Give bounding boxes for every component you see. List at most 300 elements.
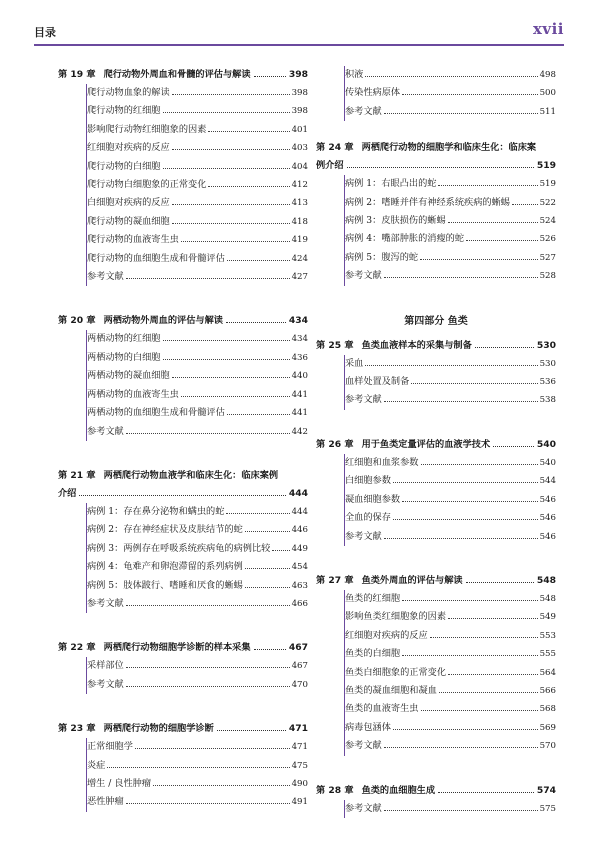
toc-entry-leader: [126, 667, 290, 668]
toc-entry-list: [86, 738, 308, 812]
toc-entry-leader: [107, 767, 289, 768]
toc-chapter-line: [316, 572, 556, 590]
toc-entry-page: 553: [539, 630, 556, 641]
toc-entry[interactable]: [87, 84, 308, 102]
toc-entry[interactable]: [345, 509, 556, 527]
toc-chapter-line: [58, 312, 308, 330]
toc-entry-leader: [245, 531, 290, 532]
header-rule: [34, 44, 564, 46]
toc-chapter-leader: [466, 582, 534, 583]
toc-entry-leader: [163, 340, 290, 341]
toc-entry[interactable]: [87, 540, 308, 558]
toc-entry-page: 524: [539, 216, 556, 227]
toc-entry-title: 参考文献: [345, 802, 382, 814]
toc-entry-leader: [163, 112, 290, 113]
toc-chapter-title: 两栖动物外周血的评估与解读: [103, 315, 223, 327]
toc-entry-title: 红细胞和血浆参数: [345, 456, 419, 468]
toc-entry-page: 418: [291, 216, 308, 227]
toc-entry[interactable]: [345, 627, 556, 645]
toc-entry-title: 两栖动物的凝血细胞: [87, 370, 170, 382]
toc-entry-title: 病例 2：存在神经症状及皮肤结节的蛇: [87, 524, 243, 536]
toc-entry-title: 增生 / 良性肿瘤: [87, 777, 152, 789]
toc-entry-page: 398: [291, 106, 308, 117]
toc-entry[interactable]: [345, 267, 556, 285]
toc-entry-page: 522: [539, 197, 556, 208]
toc-entry-title: 病毒包涵体: [345, 721, 391, 733]
toc-entry-leader: [172, 149, 290, 150]
toc-chapter-leader: [493, 446, 534, 447]
toc-entry-page: 540: [539, 457, 556, 468]
toc-entry-title: 参考文献: [87, 271, 124, 283]
toc-entry[interactable]: [87, 503, 308, 521]
toc-entry-leader: [402, 501, 537, 502]
toc-entry[interactable]: [87, 676, 308, 694]
toc-entry[interactable]: [345, 355, 556, 373]
toc-chapter-number: 第 22 章: [58, 642, 96, 654]
toc-entry-title: 参考文献: [87, 425, 124, 437]
toc-chapter-heading[interactable]: [58, 312, 308, 330]
toc-chapter-line: [316, 436, 556, 454]
toc-chapter-section: [58, 312, 308, 440]
toc-entry[interactable]: [87, 386, 308, 404]
toc-chapter-title-continued: 例介绍: [316, 160, 344, 172]
toc-chapter-page: 434: [288, 315, 308, 327]
toc-entry[interactable]: [87, 577, 308, 595]
toc-entry-page: 441: [291, 408, 308, 419]
toc-chapter-leader: [226, 322, 286, 323]
toc-chapter-line: [316, 157, 556, 175]
toc-chapter-section: [58, 66, 308, 286]
toc-chapter-title: 爬行动物外周血和骨髓的评估与解读: [103, 69, 251, 80]
toc-entry[interactable]: [345, 373, 556, 391]
toc-entry-leader: [384, 538, 538, 539]
toc-entry-page: 546: [539, 513, 556, 524]
toc-entry-list: [344, 800, 556, 818]
toc-entry-page: 527: [539, 252, 556, 263]
toc-entry-page: 440: [291, 371, 308, 382]
toc-entry-page: 401: [291, 124, 308, 135]
toc-entry[interactable]: [345, 491, 556, 509]
toc-entry-title: 病例 4：龟难产和卵泡滞留的系列病例: [87, 561, 243, 573]
toc-entry-leader: [430, 637, 538, 638]
toc-entry-page: 564: [539, 667, 556, 678]
toc-entry-page: 419: [291, 235, 308, 246]
toc-entry-title: 参考文献: [345, 530, 382, 542]
toc-entry-title: 病例 2：嗜睡并伴有神经系统疾病的蜥蜴: [345, 196, 510, 208]
toc-entry-page: 449: [291, 543, 308, 554]
toc-entry[interactable]: [345, 175, 556, 193]
toc-entry-leader: [448, 674, 538, 675]
toc-chapter-title: 鱼类外周血的评估与解读: [361, 574, 463, 586]
toc-entry[interactable]: [87, 595, 308, 613]
toc-entry-leader: [172, 94, 290, 95]
toc-entry-list: [344, 590, 556, 756]
toc-entry[interactable]: [87, 121, 308, 139]
toc-entry-page: 427: [291, 272, 308, 283]
toc-chapter-line: [58, 639, 308, 657]
toc-entry-page: 546: [539, 531, 556, 542]
toc-entry-title: 炎症: [87, 759, 106, 771]
toc-entry-page: 471: [291, 742, 308, 753]
toc-entry[interactable]: [87, 139, 308, 157]
toc-entry[interactable]: [87, 793, 308, 811]
toc-entry-list: [344, 66, 556, 121]
toc-entry-title: 积液: [345, 69, 364, 80]
toc-entry-title: 爬行动物的血细胞生成和骨髓评估: [87, 252, 225, 264]
toc-chapter-leader: [438, 792, 534, 793]
toc-entry-title: 两栖动物的血细胞生成和骨髓评估: [87, 407, 225, 419]
toc-chapter-page: 548: [536, 574, 556, 586]
toc-entry-leader: [448, 222, 538, 223]
toc-chapter-heading[interactable]: [316, 436, 556, 454]
toc-entry-leader: [438, 185, 537, 186]
toc-chapter-heading[interactable]: [316, 139, 556, 175]
toc-entry-leader: [402, 600, 537, 601]
toc-entry-title: 参考文献: [87, 597, 124, 609]
toc-chapter-page: 471: [288, 723, 308, 735]
toc-entry-page: 519: [539, 179, 556, 190]
toc-chapter-leader: [79, 495, 285, 496]
toc-entry-list: [86, 84, 308, 286]
toc-chapter-line: [58, 485, 308, 503]
toc-chapter-page: 444: [288, 487, 308, 499]
toc-chapter-title: 用于鱼类定量评估的血液学技术: [361, 438, 491, 450]
toc-entry-leader: [126, 278, 290, 279]
toc-entry[interactable]: [87, 176, 308, 194]
toc-entry-list: [344, 454, 556, 546]
toc-entry-title: 病例 1：右眼凸出的蛇: [345, 178, 437, 190]
toc-entry-page: 412: [291, 180, 308, 191]
toc-entry-title: 病例 5：腹泻的蛇: [345, 251, 419, 263]
toc-entry-leader: [153, 785, 290, 786]
toc-entry-title: 参考文献: [345, 270, 382, 282]
toc-chapter-title: 两栖爬行动物的细胞学和临床生化：临床案: [361, 142, 537, 154]
toc-entry-title: 两栖动物的白细胞: [87, 351, 161, 363]
toc-entry-page: 555: [539, 649, 556, 660]
toc-entry[interactable]: [345, 472, 556, 490]
toc-entry-title: 采血: [345, 357, 364, 369]
toc-entry-leader: [126, 686, 290, 687]
toc-entry[interactable]: [345, 590, 556, 608]
toc-entry[interactable]: [345, 700, 556, 718]
toc-chapter-heading[interactable]: [316, 572, 556, 590]
toc-entry[interactable]: [345, 84, 556, 102]
toc-entry[interactable]: [87, 657, 308, 675]
toc-entry[interactable]: [87, 250, 308, 268]
toc-entry-title: 恶性肿瘤: [87, 796, 124, 808]
toc-entry-page: 511: [539, 106, 556, 117]
toc-chapter-section: [58, 639, 308, 694]
toc-entry-title: 爬行动物的血液寄生虫: [87, 234, 179, 246]
toc-entry[interactable]: [87, 231, 308, 249]
toc-chapter-heading[interactable]: [58, 720, 308, 738]
toc-entry-title: 鱼类的凝血细胞和凝血: [345, 684, 437, 696]
toc-chapter-number: 第 20 章: [58, 315, 96, 327]
header-page-number: xvii: [532, 20, 564, 38]
toc-chapter-title-continued: 介绍: [58, 487, 77, 499]
toc-entry-title: 血样处置及制备: [345, 376, 410, 388]
toc-chapter-heading[interactable]: [316, 782, 556, 800]
toc-entry-page: 434: [291, 334, 308, 345]
toc-entry-page: 544: [539, 476, 556, 487]
toc-entry[interactable]: [345, 645, 556, 663]
toc-entry-title: 正常细胞学: [87, 741, 133, 753]
toc-entry[interactable]: [345, 800, 556, 818]
toc-entry[interactable]: [87, 738, 308, 756]
toc-entry-leader: [421, 464, 538, 465]
toc-chapter-title: 两栖爬行动物的细胞学诊断: [103, 723, 214, 735]
toc-entry-page: 441: [291, 389, 308, 400]
toc-entry-leader: [208, 186, 289, 187]
toc-chapter-title: 两栖爬行动物血液学和临床生化：临床案例: [103, 469, 279, 481]
toc-chapter-page: 540: [536, 438, 556, 450]
toc-entry[interactable]: [345, 249, 556, 267]
toc-entry[interactable]: [345, 682, 556, 700]
toc-entry-leader: [466, 240, 538, 241]
toc-entry-page: 570: [539, 741, 556, 752]
toc-entry-leader: [272, 550, 289, 551]
toc-entry-leader: [172, 223, 290, 224]
toc-chapter-leader: [475, 347, 534, 348]
toc-chapter-section: [58, 720, 308, 812]
toc-entry-title: 全血的保存: [345, 512, 391, 524]
toc-chapter-title: 两栖爬行动物细胞学诊断的样本采集: [103, 642, 251, 654]
toc-entry-page: 436: [291, 352, 308, 363]
toc-entry[interactable]: [345, 212, 556, 230]
toc-entry-page: 404: [291, 161, 308, 172]
toc-entry[interactable]: [87, 349, 308, 367]
toc-entry-page: 475: [291, 760, 308, 771]
toc-entry-title: 爬行动物血象的解读: [87, 87, 170, 98]
toc-entry-page: 568: [539, 704, 556, 715]
toc-chapter-line: [58, 720, 308, 738]
toc-chapter-heading[interactable]: [58, 66, 308, 84]
toc-entry-leader: [420, 259, 538, 260]
toc-entry-page: 398: [291, 88, 308, 98]
toc-entry[interactable]: [345, 194, 556, 212]
toc-entry-page: 536: [539, 377, 556, 388]
toc-fish-chapters: [316, 337, 556, 818]
toc-entry[interactable]: [87, 423, 308, 441]
toc-entry-list: [86, 503, 308, 613]
toc-entry-page: 413: [291, 198, 308, 209]
toc-entry-title: 鱼类的红细胞: [345, 592, 401, 604]
toc-entry-title: 两栖动物的血液寄生虫: [87, 388, 179, 400]
toc-entry[interactable]: [87, 775, 308, 793]
toc-entry-page: 530: [539, 358, 556, 369]
toc-entry-leader: [208, 131, 289, 132]
toc-chapter-leader: [217, 730, 286, 731]
toc-entry-page: 528: [539, 271, 556, 282]
toc-chapter-page: 574: [536, 784, 556, 796]
toc-entry-page: 446: [291, 525, 308, 536]
toc-right-column: [316, 66, 556, 844]
toc-entry[interactable]: [345, 230, 556, 248]
toc-entry-title: 参考文献: [345, 105, 382, 117]
toc-entry-title: 凝血细胞参数: [345, 493, 401, 505]
toc-reptile-tail: [316, 139, 556, 285]
toc-entry-page: 500: [539, 88, 556, 99]
toc-entry-page: 526: [539, 234, 556, 245]
toc-chapter-heading[interactable]: [316, 337, 556, 355]
toc-entry[interactable]: [345, 454, 556, 472]
toc-entry-leader: [365, 76, 537, 77]
toc-entry-leader: [181, 396, 290, 397]
toc-entry[interactable]: [345, 608, 556, 626]
toc-entry-page: 403: [291, 143, 308, 154]
toc-entry-list: [86, 330, 308, 440]
toc-entry-page: 548: [539, 593, 556, 604]
toc-entry-title: 爬行动物的红细胞: [87, 105, 161, 117]
toc-entry-leader: [365, 365, 537, 366]
part-four-title: 第四部分 鱼类: [404, 315, 468, 327]
toc-entry-leader: [384, 113, 538, 114]
toc-entry-page: 424: [291, 253, 308, 264]
toc-entry[interactable]: [87, 102, 308, 120]
toc-entry-page: 444: [291, 506, 308, 517]
toc-chapter-section: [58, 467, 308, 613]
toc-entry-title: 病例 5：肢体跛行、嗜睡和厌食的蜥蜴: [87, 579, 243, 591]
header-section-title: 目录: [34, 26, 56, 39]
toc-entry[interactable]: [87, 158, 308, 176]
toc-chapter-leader: [254, 649, 286, 650]
toc-entry-title: 爬行动物白细胞象的正常变化: [87, 179, 207, 191]
toc-chapter-line: [58, 467, 308, 485]
toc-entry-leader: [227, 260, 290, 261]
toc-chapter-number: 第 27 章: [316, 574, 354, 586]
toc-entry[interactable]: [87, 330, 308, 348]
toc-chapter-number: 第 28 章: [316, 784, 354, 796]
toc-chapter-number: 第 23 章: [58, 723, 96, 735]
toc-entry-leader: [384, 401, 538, 402]
toc-entry-list: [344, 175, 556, 285]
toc-chapter-number: 第 25 章: [316, 339, 354, 351]
toc-entry-page: 575: [539, 803, 556, 814]
toc-entry[interactable]: [87, 367, 308, 385]
toc-entry-leader: [384, 747, 538, 748]
toc-entry-leader: [393, 729, 538, 730]
toc-entry-title: 病例 3：皮肤损伤的蜥蜴: [345, 215, 446, 227]
toc-entry-title: 红细胞对疾病的反应: [87, 142, 170, 154]
toc-entry-leader: [411, 383, 537, 384]
toc-left-column: [58, 66, 308, 838]
toc-entry-title: 红细胞对疾病的反应: [345, 629, 428, 641]
toc-chapter-leader: [254, 76, 286, 77]
toc-entry-title: 两栖动物的红细胞: [87, 333, 161, 345]
toc-entry[interactable]: [345, 391, 556, 409]
toc-entry-leader: [227, 414, 290, 415]
toc-entry[interactable]: [345, 103, 556, 121]
toc-entry-title: 参考文献: [345, 394, 382, 406]
toc-chapter-section: [316, 572, 556, 756]
toc-entry-leader: [402, 94, 537, 95]
toc-entry[interactable]: [345, 664, 556, 682]
toc-chapter-section: [316, 436, 556, 546]
toc-entry-leader: [172, 377, 290, 378]
toc-entry-leader: [126, 433, 290, 434]
toc-entry-title: 鱼类的白细胞: [345, 648, 401, 660]
toc-entry-page: 538: [539, 395, 556, 406]
toc-entry[interactable]: [87, 213, 308, 231]
toc-chapter-number: 第 24 章: [316, 142, 354, 154]
toc-entry[interactable]: [345, 528, 556, 546]
toc-entry-title: 白细胞参数: [345, 475, 391, 487]
toc-entry-leader: [172, 204, 290, 205]
toc-chapter-page: 519: [536, 160, 556, 172]
toc-entry-leader: [384, 277, 538, 278]
toc-entry-leader: [384, 810, 538, 811]
toc-chapter-section: [316, 139, 556, 285]
toc-entry-leader: [126, 803, 290, 804]
toc-entry-leader: [135, 748, 290, 749]
toc-entry-leader: [512, 204, 538, 205]
toc-chapter-heading[interactable]: [58, 639, 308, 657]
toc-chapter-page: 467: [288, 642, 308, 654]
toc-entry[interactable]: [87, 757, 308, 775]
toc-entry[interactable]: [87, 194, 308, 212]
toc-entry-list: [344, 355, 556, 410]
toc-entry-page: 569: [539, 722, 556, 733]
toc-entry-page: 467: [291, 661, 308, 672]
toc-entry-title: 病例 1：存在鼻分泌物和螨虫的蛇: [87, 505, 225, 517]
toc-chapter-line: [316, 337, 556, 355]
toc-entry-title: 病例 4：嘴部肿胀的消瘦的蛇: [345, 233, 465, 245]
toc-entry-title: 病例 3：两例存在呼吸系统疾病龟的病例比较: [87, 542, 271, 554]
toc-entry-page: 546: [539, 494, 556, 505]
toc-entry-title: 参考文献: [345, 740, 382, 752]
toc-entry-leader: [163, 359, 290, 360]
toc-entry-page: 442: [291, 426, 308, 437]
toc-entry[interactable]: [345, 737, 556, 755]
toc-chapter-title: 鱼类血液样本的采集与制备: [361, 339, 472, 351]
toc-chapter-heading[interactable]: [58, 467, 308, 503]
toc-entry-page: 466: [291, 598, 308, 609]
toc-entry-title: 采样部位: [87, 660, 124, 672]
toc-chapter-number: 第 21 章: [58, 469, 96, 481]
toc-entry-title: 参考文献: [87, 678, 124, 690]
toc-entry-page: 470: [291, 679, 308, 690]
toc-chapter-section: [316, 337, 556, 410]
toc-entry-leader: [245, 568, 290, 569]
toc-entry-title: 鱼类的血液寄生虫: [345, 703, 419, 715]
toc-entry[interactable]: [87, 558, 308, 576]
toc-entry-leader: [163, 168, 290, 169]
toc-entry-title: 爬行动物的凝血细胞: [87, 215, 170, 227]
toc-entry[interactable]: [345, 66, 556, 84]
toc-entry-page: 491: [291, 797, 308, 808]
toc-entry-page: 454: [291, 562, 308, 573]
toc-entry[interactable]: [87, 521, 308, 539]
toc-entry-leader: [448, 618, 538, 619]
toc-entry[interactable]: [345, 719, 556, 737]
toc-entry-page: 549: [539, 612, 556, 623]
toc-entry-title: 鱼类白细胞象的正常变化: [345, 666, 447, 678]
toc-entry-page: 490: [291, 778, 308, 789]
toc-entry-leader: [393, 482, 538, 483]
page-header: [34, 20, 564, 46]
toc-chapter-line: [58, 66, 308, 84]
toc-entry-leader: [126, 605, 290, 606]
toc-chapter-title: 鱼类的血细胞生成: [361, 784, 436, 796]
toc-entry[interactable]: [87, 268, 308, 286]
toc-entry[interactable]: [87, 404, 308, 422]
toc-entry-list: [86, 657, 308, 694]
toc-entry-leader: [226, 513, 289, 514]
toc-entry-leader: [439, 692, 538, 693]
toc-entry-leader: [402, 655, 537, 656]
toc-entry-title: 影响爬行动物红细胞象的因素: [87, 123, 207, 135]
toc-entry-page: 498: [539, 70, 556, 80]
